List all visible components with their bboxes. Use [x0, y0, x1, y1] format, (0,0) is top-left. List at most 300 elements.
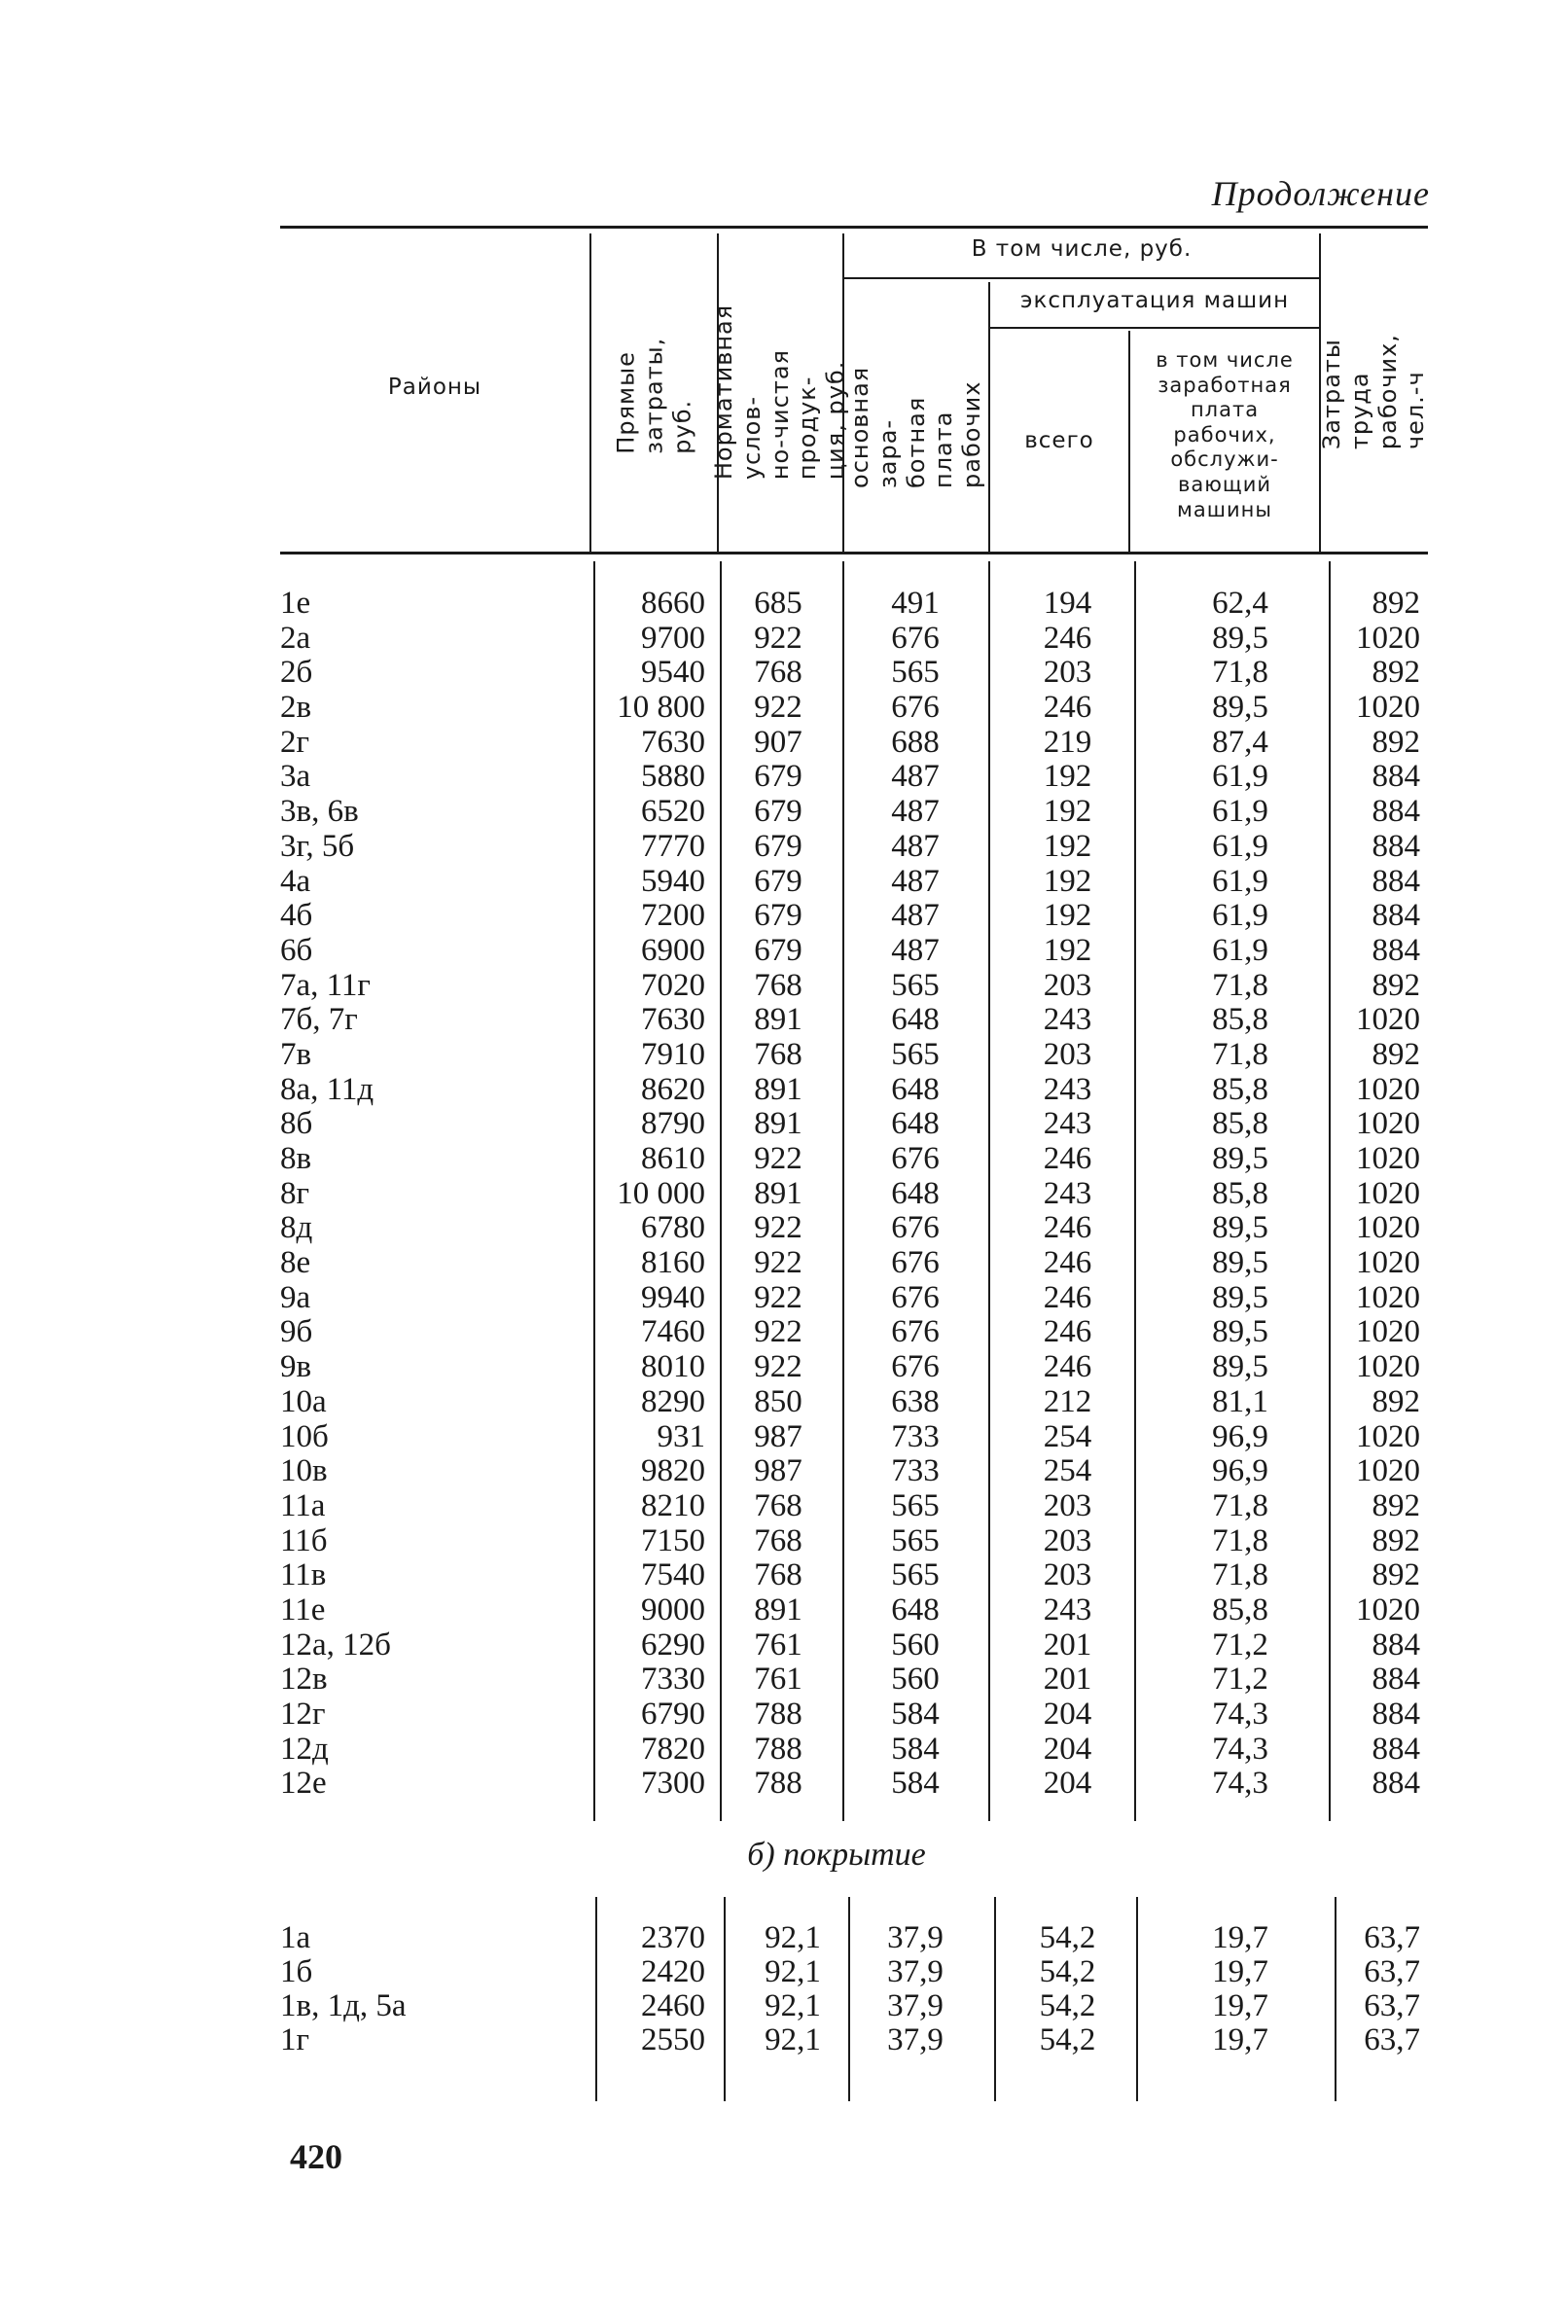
- cell-direct-costs: 8290: [641, 1383, 705, 1419]
- cell-labor: 1020: [1356, 1106, 1420, 1142]
- cell-labor: 63,7: [1364, 1920, 1420, 1955]
- cell-machine-total: 246: [1043, 1314, 1092, 1350]
- cell-machine-total: 54,2: [1039, 2022, 1096, 2057]
- cell-base-wage: 487: [891, 828, 940, 864]
- table-row: [0, 1315, 1568, 1350]
- cell-direct-costs: 7770: [641, 828, 705, 864]
- cell-labor: 1020: [1356, 1210, 1420, 1246]
- cell-machine-total: 192: [1043, 794, 1092, 830]
- cell-machine-wage: 71,8: [1212, 1036, 1268, 1072]
- cell-labor: 1020: [1356, 1591, 1420, 1627]
- cell-labor: 1020: [1356, 1349, 1420, 1385]
- cell-machine-wage: 85,8: [1212, 1175, 1268, 1211]
- table-row: [0, 1107, 1568, 1142]
- table-row: [0, 691, 1568, 726]
- cell-base-wage: 676: [891, 1349, 940, 1385]
- cell-region: 8б: [280, 1106, 313, 1142]
- cell-base-wage: 565: [891, 1522, 940, 1558]
- cell-machine-wage: 61,9: [1212, 932, 1268, 968]
- cell-direct-costs: 8610: [641, 1141, 705, 1176]
- cell-labor: 884: [1372, 1766, 1420, 1802]
- cell-base-wage: 37,9: [887, 1954, 944, 1989]
- cell-base-wage: 648: [891, 1002, 940, 1038]
- cell-region: 11в: [280, 1557, 327, 1593]
- cell-labor: 884: [1372, 863, 1420, 899]
- cell-machine-wage: 74,3: [1212, 1697, 1268, 1732]
- cell-machine-total: 243: [1043, 1175, 1092, 1211]
- cell-labor: 1020: [1356, 1141, 1420, 1176]
- table-row: [0, 1454, 1568, 1489]
- cell-labor: 63,7: [1364, 1954, 1420, 1989]
- table-row: [0, 1177, 1568, 1212]
- cell-machine-wage: 89,5: [1212, 1279, 1268, 1315]
- cell-region: 8е: [280, 1245, 311, 1281]
- cell-region: 12г: [280, 1697, 326, 1732]
- cell-direct-costs: 7150: [641, 1522, 705, 1558]
- cell-region: 2а: [280, 620, 311, 656]
- cell-base-wage: 487: [891, 794, 940, 830]
- cell-labor: 892: [1372, 1522, 1420, 1558]
- cell-normative: 685: [754, 586, 802, 621]
- cell-machine-wage: 71,2: [1212, 1627, 1268, 1663]
- cell-labor: 884: [1372, 1697, 1420, 1732]
- continuation-label: Продолжение: [1211, 174, 1430, 213]
- cell-direct-costs: 10 000: [617, 1175, 705, 1211]
- cell-base-wage: 648: [891, 1106, 940, 1142]
- cell-base-wage: 565: [891, 1557, 940, 1593]
- cell-machine-total: 203: [1043, 1487, 1092, 1523]
- table-row: [0, 1350, 1568, 1385]
- including-rule: [842, 277, 1319, 279]
- cell-direct-costs: 7460: [641, 1314, 705, 1350]
- table-row: [0, 1003, 1568, 1038]
- cell-base-wage: 648: [891, 1591, 940, 1627]
- header-labor: [1318, 233, 1430, 550]
- cell-machine-wage: 61,9: [1212, 863, 1268, 899]
- cell-labor: 884: [1372, 1662, 1420, 1698]
- cell-region: 8г: [280, 1175, 310, 1211]
- cell-direct-costs: 7020: [641, 967, 705, 1003]
- cell-machine-total: 246: [1043, 1349, 1092, 1385]
- table-top-rule: [280, 226, 1428, 229]
- header-divider: [988, 282, 990, 552]
- cell-normative: 891: [754, 1175, 802, 1211]
- cell-normative: 922: [754, 1349, 802, 1385]
- table-row: [0, 934, 1568, 969]
- cell-region: 9в: [280, 1349, 312, 1385]
- table-row: [0, 622, 1568, 657]
- cell-normative: 768: [754, 655, 802, 691]
- cell-machine-wage: 96,9: [1212, 1418, 1268, 1454]
- cell-region: 1в, 1д, 5а: [280, 1988, 407, 2023]
- table-row: [0, 1281, 1568, 1316]
- cell-labor: 1020: [1356, 1418, 1420, 1454]
- cell-machine-total: 243: [1043, 1002, 1092, 1038]
- table-row: [0, 1628, 1568, 1663]
- cell-base-wage: 584: [891, 1731, 940, 1767]
- cell-labor: 1020: [1356, 1002, 1420, 1038]
- cell-base-wage: 733: [891, 1453, 940, 1489]
- table-row: [0, 1593, 1568, 1628]
- cell-normative: 92,1: [765, 1954, 821, 1989]
- cell-machine-total: 219: [1043, 724, 1092, 760]
- cell-base-wage: 676: [891, 1314, 940, 1350]
- cell-region: 12в: [280, 1662, 328, 1698]
- table-row: [0, 2023, 1568, 2057]
- cell-machine-wage: 19,7: [1212, 1920, 1268, 1955]
- cell-labor: 63,7: [1364, 1988, 1420, 2023]
- cell-normative: 768: [754, 967, 802, 1003]
- cell-machine-total: 243: [1043, 1591, 1092, 1627]
- cell-direct-costs: 8620: [641, 1071, 705, 1107]
- cell-direct-costs: 2550: [641, 2022, 705, 2057]
- cell-machine-wage: 89,5: [1212, 1141, 1268, 1176]
- header-normative-text: Нормативная услов- но-чистая продук- ция, руб.: [710, 304, 850, 480]
- cell-region: 12а, 12б: [280, 1627, 391, 1663]
- cell-machine-wage: 61,9: [1212, 898, 1268, 934]
- cell-base-wage: 676: [891, 620, 940, 656]
- cell-direct-costs: 2460: [641, 1988, 705, 2023]
- cell-direct-costs: 7910: [641, 1036, 705, 1072]
- table-row: [0, 1733, 1568, 1768]
- header-direct-costs: [591, 233, 717, 550]
- cell-machine-total: 203: [1043, 1522, 1092, 1558]
- cell-normative: 788: [754, 1731, 802, 1767]
- cell-normative: 679: [754, 759, 802, 795]
- cell-normative: 761: [754, 1662, 802, 1698]
- cell-machine-total: 54,2: [1039, 1954, 1096, 1989]
- cell-labor: 1020: [1356, 1279, 1420, 1315]
- header-including: В том числе, руб.: [971, 236, 1193, 262]
- cell-direct-costs: 7820: [641, 1731, 705, 1767]
- cell-normative: 92,1: [765, 2022, 821, 2057]
- table-row: [0, 1142, 1568, 1177]
- cell-region: 2б: [280, 655, 313, 691]
- cell-base-wage: 560: [891, 1627, 940, 1663]
- cell-machine-wage: 19,7: [1212, 2022, 1268, 2057]
- cell-normative: 679: [754, 898, 802, 934]
- machine-rule: [988, 327, 1319, 329]
- table-row: [0, 969, 1568, 1004]
- table-body-a: [0, 587, 1568, 1802]
- cell-direct-costs: 7200: [641, 898, 705, 934]
- cell-machine-total: 192: [1043, 828, 1092, 864]
- cell-normative: 761: [754, 1627, 802, 1663]
- cell-labor: 884: [1372, 932, 1420, 968]
- cell-machine-wage: 71,8: [1212, 967, 1268, 1003]
- cell-machine-total: 246: [1043, 1141, 1092, 1176]
- cell-region: 10б: [280, 1418, 329, 1454]
- cell-base-wage: 648: [891, 1071, 940, 1107]
- cell-region: 12е: [280, 1766, 327, 1802]
- table-row: [0, 1385, 1568, 1420]
- cell-machine-wage: 62,4: [1212, 586, 1268, 621]
- cell-normative: 679: [754, 932, 802, 968]
- cell-machine-total: 54,2: [1039, 1920, 1096, 1955]
- cell-base-wage: 560: [891, 1662, 940, 1698]
- cell-direct-costs: 7630: [641, 724, 705, 760]
- cell-region: 7а, 11г: [280, 967, 371, 1003]
- cell-machine-total: 204: [1043, 1697, 1092, 1732]
- cell-machine-wage: 61,9: [1212, 759, 1268, 795]
- cell-base-wage: 688: [891, 724, 940, 760]
- cell-base-wage: 487: [891, 898, 940, 934]
- cell-base-wage: 676: [891, 1279, 940, 1315]
- cell-labor: 892: [1372, 1383, 1420, 1419]
- cell-direct-costs: 10 800: [617, 690, 705, 726]
- cell-machine-total: 246: [1043, 1210, 1092, 1246]
- cell-direct-costs: 7630: [641, 1002, 705, 1038]
- table-row: [0, 865, 1568, 900]
- cell-machine-total: 254: [1043, 1418, 1092, 1454]
- cell-base-wage: 565: [891, 967, 940, 1003]
- cell-labor: 892: [1372, 967, 1420, 1003]
- cell-base-wage: 648: [891, 1175, 940, 1211]
- cell-machine-wage: 61,9: [1212, 828, 1268, 864]
- cell-machine-wage: 89,5: [1212, 1245, 1268, 1281]
- cell-direct-costs: 2370: [641, 1920, 705, 1955]
- cell-labor: 884: [1372, 1627, 1420, 1663]
- cell-base-wage: 676: [891, 1141, 940, 1176]
- cell-region: 9а: [280, 1279, 311, 1315]
- cell-region: 3а: [280, 759, 311, 795]
- cell-machine-total: 243: [1043, 1106, 1092, 1142]
- cell-base-wage: 487: [891, 759, 940, 795]
- cell-machine-total: 203: [1043, 1557, 1092, 1593]
- cell-direct-costs: 5940: [641, 863, 705, 899]
- cell-normative: 768: [754, 1487, 802, 1523]
- cell-normative: 922: [754, 1245, 802, 1281]
- cell-direct-costs: 7300: [641, 1766, 705, 1802]
- header-labor-text: Затраты труда рабочих, чел.-ч: [1318, 333, 1430, 450]
- header-machine-total: всего: [1024, 428, 1094, 453]
- cell-direct-costs: 7330: [641, 1662, 705, 1698]
- cell-direct-costs: 6520: [641, 794, 705, 830]
- cell-normative: 922: [754, 690, 802, 726]
- cell-machine-wage: 61,9: [1212, 794, 1268, 830]
- table-row: [0, 1073, 1568, 1108]
- cell-region: 2г: [280, 724, 310, 760]
- cell-machine-wage: 71,8: [1212, 655, 1268, 691]
- header-base-wage: [844, 282, 988, 550]
- cell-region: 10в: [280, 1453, 328, 1489]
- cell-machine-wage: 85,8: [1212, 1591, 1268, 1627]
- cell-machine-wage: 96,9: [1212, 1453, 1268, 1489]
- cell-region: 8а, 11д: [280, 1071, 374, 1107]
- page-number: 420: [290, 2137, 342, 2176]
- cell-normative: 891: [754, 1591, 802, 1627]
- cell-labor: 1020: [1356, 1245, 1420, 1281]
- cell-labor: 1020: [1356, 690, 1420, 726]
- cell-labor: 63,7: [1364, 2022, 1420, 2057]
- cell-labor: 1020: [1356, 1071, 1420, 1107]
- cell-direct-costs: 7540: [641, 1557, 705, 1593]
- header-direct-costs-text: Прямые затраты, руб.: [612, 338, 695, 454]
- cell-region: 11а: [280, 1487, 326, 1523]
- cell-direct-costs: 5880: [641, 759, 705, 795]
- cell-region: 10а: [280, 1383, 327, 1419]
- header-normative: [710, 233, 850, 550]
- cell-normative: 850: [754, 1383, 802, 1419]
- cell-labor: 884: [1372, 828, 1420, 864]
- cell-machine-total: 246: [1043, 690, 1092, 726]
- cell-normative: 768: [754, 1522, 802, 1558]
- cell-region: 6б: [280, 932, 313, 968]
- cell-machine-total: 54,2: [1039, 1988, 1096, 2023]
- cell-base-wage: 491: [891, 586, 940, 621]
- cell-base-wage: 676: [891, 690, 940, 726]
- header-machine-operation: эксплуатация машин: [1019, 288, 1290, 313]
- cell-labor: 1020: [1356, 1453, 1420, 1489]
- cell-direct-costs: 8790: [641, 1106, 705, 1142]
- cell-machine-total: 246: [1043, 1245, 1092, 1281]
- cell-machine-wage: 74,3: [1212, 1731, 1268, 1767]
- cell-normative: 922: [754, 1279, 802, 1315]
- cell-direct-costs: 9000: [641, 1591, 705, 1627]
- cell-region: 11е: [280, 1591, 326, 1627]
- table-row: [0, 1246, 1568, 1281]
- table-body-b: [0, 1921, 1568, 2057]
- cell-region: 8в: [280, 1141, 312, 1176]
- cell-machine-wage: 81,1: [1212, 1383, 1268, 1419]
- cell-direct-costs: 8160: [641, 1245, 705, 1281]
- table-row: [0, 587, 1568, 622]
- table-row: [0, 726, 1568, 761]
- cell-machine-wage: 71,8: [1212, 1557, 1268, 1593]
- cell-direct-costs: 8210: [641, 1487, 705, 1523]
- table-row: [0, 1989, 1568, 2023]
- cell-base-wage: 487: [891, 932, 940, 968]
- cell-region: 3в, 6в: [280, 794, 359, 830]
- cell-base-wage: 676: [891, 1210, 940, 1246]
- cell-base-wage: 37,9: [887, 1920, 944, 1955]
- cell-normative: 92,1: [765, 1988, 821, 2023]
- cell-machine-wage: 19,7: [1212, 1988, 1268, 2023]
- table-row: [0, 1211, 1568, 1246]
- cell-normative: 768: [754, 1036, 802, 1072]
- cell-base-wage: 487: [891, 863, 940, 899]
- cell-region: 2в: [280, 690, 312, 726]
- cell-base-wage: 565: [891, 655, 940, 691]
- header-region: Районы: [387, 375, 482, 400]
- table-row: [0, 1558, 1568, 1593]
- cell-normative: 922: [754, 1314, 802, 1350]
- cell-labor: 892: [1372, 655, 1420, 691]
- cell-direct-costs: 9540: [641, 655, 705, 691]
- table-row: [0, 1921, 1568, 1955]
- cell-normative: 922: [754, 1210, 802, 1246]
- cell-direct-costs: 6780: [641, 1210, 705, 1246]
- cell-machine-total: 201: [1043, 1627, 1092, 1663]
- cell-machine-total: 192: [1043, 759, 1092, 795]
- cell-machine-wage: 87,4: [1212, 724, 1268, 760]
- cell-machine-total: 246: [1043, 620, 1092, 656]
- cell-normative: 987: [754, 1418, 802, 1454]
- cell-region: 12д: [280, 1731, 329, 1767]
- cell-machine-wage: 85,8: [1212, 1106, 1268, 1142]
- cell-region: 4а: [280, 863, 311, 899]
- cell-direct-costs: 6900: [641, 932, 705, 968]
- cell-labor: 884: [1372, 759, 1420, 795]
- cell-base-wage: 565: [891, 1487, 940, 1523]
- cell-machine-total: 203: [1043, 655, 1092, 691]
- cell-machine-wage: 89,5: [1212, 690, 1268, 726]
- cell-normative: 907: [754, 724, 802, 760]
- cell-machine-wage: 71,8: [1212, 1522, 1268, 1558]
- cell-labor: 892: [1372, 1557, 1420, 1593]
- cell-direct-costs: 9940: [641, 1279, 705, 1315]
- table-row: [0, 656, 1568, 691]
- cell-normative: 891: [754, 1106, 802, 1142]
- cell-base-wage: 37,9: [887, 2022, 944, 2057]
- cell-machine-wage: 89,5: [1212, 1349, 1268, 1385]
- table-row: [0, 760, 1568, 795]
- cell-machine-total: 201: [1043, 1662, 1092, 1698]
- table-row: [0, 830, 1568, 865]
- header-machine-wage: в том числе заработная плата рабочих, обслужи- вающий машины: [1156, 348, 1294, 521]
- cell-machine-total: 254: [1043, 1453, 1092, 1489]
- cell-machine-total: 192: [1043, 863, 1092, 899]
- cell-labor: 1020: [1356, 1314, 1420, 1350]
- table-row: [0, 1767, 1568, 1802]
- cell-machine-total: 204: [1043, 1731, 1092, 1767]
- cell-normative: 987: [754, 1453, 802, 1489]
- cell-machine-total: 192: [1043, 898, 1092, 934]
- table-row: [0, 899, 1568, 934]
- cell-base-wage: 584: [891, 1697, 940, 1732]
- cell-base-wage: 37,9: [887, 1988, 944, 2023]
- cell-direct-costs: 9700: [641, 620, 705, 656]
- cell-region: 11б: [280, 1522, 328, 1558]
- cell-normative: 788: [754, 1766, 802, 1802]
- cell-normative: 922: [754, 1141, 802, 1176]
- table-row: [0, 1038, 1568, 1073]
- cell-normative: 679: [754, 794, 802, 830]
- cell-base-wage: 733: [891, 1418, 940, 1454]
- cell-region: 7в: [280, 1036, 312, 1072]
- header-bottom-rule: [280, 552, 1428, 554]
- cell-labor: 884: [1372, 794, 1420, 830]
- cell-machine-total: 212: [1043, 1383, 1092, 1419]
- cell-direct-costs: 9820: [641, 1453, 705, 1489]
- cell-normative: 788: [754, 1697, 802, 1732]
- cell-machine-wage: 89,5: [1212, 1314, 1268, 1350]
- cell-machine-wage: 71,2: [1212, 1662, 1268, 1698]
- cell-normative: 922: [754, 620, 802, 656]
- cell-region: 9б: [280, 1314, 313, 1350]
- cell-machine-wage: 74,3: [1212, 1766, 1268, 1802]
- cell-region: 1е: [280, 586, 311, 621]
- cell-labor: 1020: [1356, 1175, 1420, 1211]
- table-row: [0, 795, 1568, 830]
- cell-labor: 892: [1372, 724, 1420, 760]
- cell-labor: 892: [1372, 1487, 1420, 1523]
- cell-base-wage: 638: [891, 1383, 940, 1419]
- cell-labor: 884: [1372, 898, 1420, 934]
- cell-region: 1а: [280, 1920, 311, 1955]
- cell-machine-wage: 85,8: [1212, 1071, 1268, 1107]
- table-row: [0, 1489, 1568, 1524]
- cell-normative: 679: [754, 828, 802, 864]
- cell-machine-wage: 89,5: [1212, 620, 1268, 656]
- cell-direct-costs: 2420: [641, 1954, 705, 1989]
- section-b-title: б) покрытие: [747, 1837, 926, 1873]
- cell-labor: 1020: [1356, 620, 1420, 656]
- cell-region: 1б: [280, 1954, 313, 1989]
- table-row: [0, 1663, 1568, 1698]
- cell-normative: 768: [754, 1557, 802, 1593]
- cell-direct-costs: 931: [657, 1418, 705, 1454]
